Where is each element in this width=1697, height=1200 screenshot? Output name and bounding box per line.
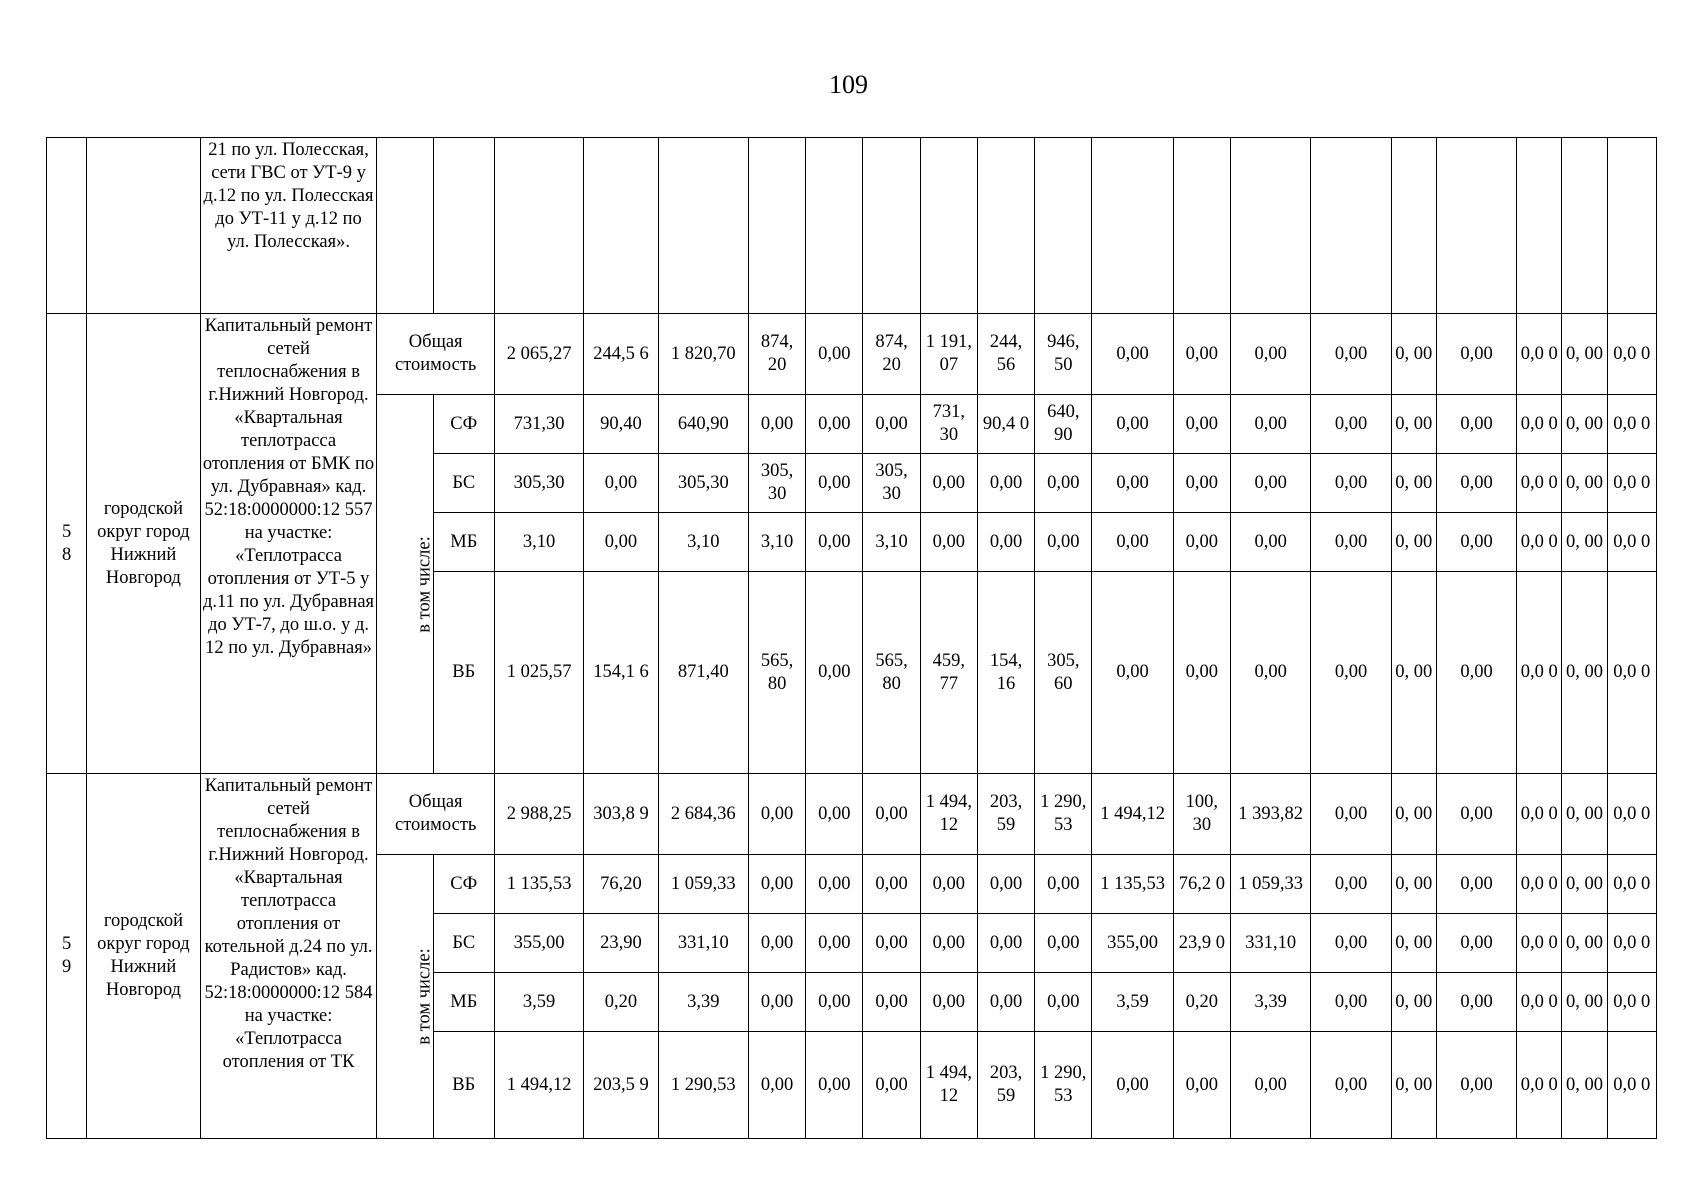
source-value: 0,00 (1230, 513, 1310, 572)
source-value: 0,00 (863, 973, 920, 1032)
total-value: 0,00 (1311, 774, 1391, 855)
source-value: 0,0 0 (1607, 914, 1656, 973)
cont-empty-cell (1436, 138, 1516, 314)
source-value: 0,00 (1311, 855, 1391, 914)
total-value: 0,00 (1436, 774, 1516, 855)
source-value: 0,00 (1092, 395, 1173, 454)
total-value: 0,0 0 (1517, 314, 1562, 395)
source-value: 0,00 (1035, 454, 1092, 513)
source-value: 0,00 (1035, 973, 1092, 1032)
total-value: 0, 00 (1391, 774, 1436, 855)
source-value: 23,90 (584, 914, 658, 973)
source-value: 459, 77 (920, 572, 977, 774)
row-number: 58 (47, 314, 87, 774)
source-value: 23,9 0 (1173, 914, 1230, 973)
source-value: 0,20 (584, 973, 658, 1032)
total-label: Общая стоимость (377, 314, 495, 395)
row-number: 59 (47, 774, 87, 1139)
source-value: 3,10 (494, 513, 583, 572)
source-value: 0,00 (920, 513, 977, 572)
source-value: 0,00 (863, 1032, 920, 1139)
source-value: 305,30 (658, 454, 748, 513)
source-value: 0,00 (977, 454, 1034, 513)
source-value: 355,00 (1092, 914, 1173, 973)
cont-empty-cell (1391, 138, 1436, 314)
source-value: 305, 60 (1035, 572, 1092, 774)
total-value: 0,00 (1311, 314, 1391, 395)
source-value: 0,00 (1230, 454, 1310, 513)
source-value: 0,00 (1311, 572, 1391, 774)
source-value: 0,20 (1173, 973, 1230, 1032)
source-value: 76,20 (584, 855, 658, 914)
source-value: 0,00 (920, 454, 977, 513)
source-value: 1 059,33 (1230, 855, 1310, 914)
source-label: МБ (433, 973, 494, 1032)
source-value: 154,1 6 (584, 572, 658, 774)
source-value: 0,00 (1173, 454, 1230, 513)
source-value: 0,00 (1436, 572, 1516, 774)
cont-empty-cell (1607, 138, 1656, 314)
source-value: 3,39 (1230, 973, 1310, 1032)
source-value: 0,00 (1311, 914, 1391, 973)
source-value: 0,00 (1436, 395, 1516, 454)
source-value: 0,00 (1092, 513, 1173, 572)
source-value: 0,00 (1173, 395, 1230, 454)
source-value: 0,00 (1436, 454, 1516, 513)
source-value: 305, 30 (749, 454, 806, 513)
source-value: 0,00 (977, 973, 1034, 1032)
source-value: 0, 00 (1391, 454, 1436, 513)
source-value: 0, 00 (1391, 855, 1436, 914)
source-value: 3,39 (658, 973, 748, 1032)
source-value: 0,0 0 (1517, 513, 1562, 572)
source-value: 731, 30 (920, 395, 977, 454)
source-value: 0,0 0 (1517, 572, 1562, 774)
total-value: 0,00 (1436, 314, 1516, 395)
total-row (47, 774, 1657, 855)
page-number: 109 (829, 70, 868, 99)
source-label: БС (433, 454, 494, 513)
source-value: 0,0 0 (1607, 973, 1656, 1032)
cont-empty-cell (977, 138, 1034, 314)
total-value: 0,0 0 (1607, 314, 1656, 395)
source-value: 0,0 0 (1517, 914, 1562, 973)
total-value: 0,00 (1173, 314, 1230, 395)
source-value: 0,00 (1311, 1032, 1391, 1139)
source-value: 0,00 (1092, 1032, 1173, 1139)
municipality-cell: городской округ город Нижний Новгород (87, 774, 200, 1139)
cont-empty-cell (584, 138, 658, 314)
total-value: 1 494, 12 (920, 774, 977, 855)
source-value: 0,00 (1035, 855, 1092, 914)
source-value: 0,00 (1035, 513, 1092, 572)
continuation-row (47, 138, 1657, 314)
source-value: 565, 80 (863, 572, 920, 774)
source-value: 0,00 (1173, 513, 1230, 572)
source-label: ВБ (433, 572, 494, 774)
source-value: 0, 00 (1391, 973, 1436, 1032)
source-value: 203, 59 (977, 1032, 1034, 1139)
source-value: 0,00 (584, 454, 658, 513)
source-value: 0,00 (806, 1032, 863, 1139)
source-value: 565, 80 (749, 572, 806, 774)
cont-empty-cell (806, 138, 863, 314)
total-value: 0,0 0 (1517, 774, 1562, 855)
source-value: 1 494, 12 (920, 1032, 977, 1139)
source-value: 1 290,53 (658, 1032, 748, 1139)
total-value: 2 065,27 (494, 314, 583, 395)
total-value: 2 988,25 (494, 774, 583, 855)
total-value: 203, 59 (977, 774, 1034, 855)
source-value: 1 059,33 (658, 855, 748, 914)
source-value: 90,40 (584, 395, 658, 454)
source-value: 0,0 0 (1607, 513, 1656, 572)
source-label: СФ (433, 855, 494, 914)
source-value: 0, 00 (1562, 914, 1607, 973)
source-value: 0, 00 (1562, 1032, 1607, 1139)
source-value: 0, 00 (1391, 395, 1436, 454)
total-value: 0,00 (806, 314, 863, 395)
total-value: 874, 20 (863, 314, 920, 395)
source-value: 0,00 (1035, 914, 1092, 973)
cont-empty-cell (920, 138, 977, 314)
object-description: Капитальный ремонт сетей теплоснабжения в г.Нижний Новгород. «Квартальная теплотрасса отопления от котельной д.24 по ул. Радистов» кад. 52:18:0000000:12 584 на участке: «Теплотрасса отопления от ТК (200, 774, 377, 1139)
total-label: Общая стоимость (377, 774, 495, 855)
source-value: 640,90 (658, 395, 748, 454)
source-value: 305,30 (494, 454, 583, 513)
total-value: 0,00 (1092, 314, 1173, 395)
source-value: 0,0 0 (1607, 454, 1656, 513)
including-label-cell (377, 395, 436, 774)
source-value: 0,00 (1173, 1032, 1230, 1139)
total-value: 874, 20 (749, 314, 806, 395)
source-value: 0,0 0 (1607, 855, 1656, 914)
source-value: 0,00 (1436, 513, 1516, 572)
source-value: 1 290, 53 (1035, 1032, 1092, 1139)
source-value: 203,5 9 (584, 1032, 658, 1139)
source-value: 305, 30 (863, 454, 920, 513)
cont-object-cell: 21 по ул. Полесская, сети ГВС от УТ-9 у д.12 по ул. Полесская до УТ-11 у д.12 по ул. Полесская». (200, 138, 377, 314)
total-value: 0, 00 (1391, 314, 1436, 395)
source-value: 3,10 (658, 513, 748, 572)
source-value: 0,00 (749, 855, 806, 914)
source-value: 0,00 (806, 454, 863, 513)
source-value: 0, 00 (1562, 513, 1607, 572)
source-value: 1 135,53 (494, 855, 583, 914)
source-label: СФ (433, 395, 494, 454)
source-value: 0,00 (749, 914, 806, 973)
including-label-cell (377, 855, 436, 1139)
source-value: 0,00 (920, 855, 977, 914)
cont-num-cell (47, 138, 87, 314)
source-value: 0,00 (977, 914, 1034, 973)
source-value: 0,00 (1092, 454, 1173, 513)
source-value: 0,00 (1436, 855, 1516, 914)
source-value: 0, 00 (1562, 395, 1607, 454)
source-label: МБ (433, 513, 494, 572)
total-value: 0, 00 (1562, 774, 1607, 855)
total-value: 1 290, 53 (1035, 774, 1092, 855)
source-value: 0,00 (749, 1032, 806, 1139)
cont-empty-cell (749, 138, 806, 314)
source-value: 3,10 (863, 513, 920, 572)
source-value: 640, 90 (1035, 395, 1092, 454)
municipality-cell: городской округ город Нижний Новгород (87, 314, 200, 774)
including-label: в том числе: (415, 535, 436, 633)
cont-empty-cell (494, 138, 583, 314)
source-value: 3,59 (494, 973, 583, 1032)
total-value: 1 494,12 (1092, 774, 1173, 855)
total-value: 0, 00 (1562, 314, 1607, 395)
source-value: 0,00 (920, 914, 977, 973)
source-value: 0,00 (806, 914, 863, 973)
total-value: 100, 30 (1173, 774, 1230, 855)
total-value: 0,00 (749, 774, 806, 855)
source-label: ВБ (433, 1032, 494, 1139)
source-value: 0,00 (920, 973, 977, 1032)
source-value: 355,00 (494, 914, 583, 973)
total-value: 244,5 6 (584, 314, 658, 395)
source-value: 0,00 (806, 395, 863, 454)
source-value: 871,40 (658, 572, 748, 774)
cont-empty-cell (1562, 138, 1607, 314)
total-value: 244, 56 (977, 314, 1034, 395)
cont-empty-cell (1092, 138, 1173, 314)
cont-empty-cell (658, 138, 748, 314)
cont-municipality-cell (87, 138, 200, 314)
source-value: 0,00 (749, 395, 806, 454)
cont-empty-cell (863, 138, 920, 314)
total-value: 1 393,82 (1230, 774, 1310, 855)
source-value: 0,00 (863, 395, 920, 454)
total-value: 0,00 (1230, 314, 1310, 395)
source-value: 1 135,53 (1092, 855, 1173, 914)
source-value: 0,00 (1311, 513, 1391, 572)
source-value: 0,00 (1311, 973, 1391, 1032)
cont-empty-cell (1517, 138, 1562, 314)
source-value: 0,00 (977, 513, 1034, 572)
source-value: 0,00 (1436, 1032, 1516, 1139)
source-value: 0,00 (806, 513, 863, 572)
source-value: 0,00 (863, 855, 920, 914)
source-value: 0,0 0 (1517, 855, 1562, 914)
source-value: 0, 00 (1562, 454, 1607, 513)
source-value: 0,0 0 (1607, 395, 1656, 454)
source-value: 0,00 (806, 973, 863, 1032)
total-value: 303,8 9 (584, 774, 658, 855)
total-value: 0,0 0 (1607, 774, 1656, 855)
source-value: 0,00 (863, 914, 920, 973)
source-value: 0,0 0 (1517, 973, 1562, 1032)
source-value: 154, 16 (977, 572, 1034, 774)
source-value: 0,00 (1230, 395, 1310, 454)
source-value: 1 494,12 (494, 1032, 583, 1139)
source-value: 331,10 (658, 914, 748, 973)
source-value: 0,0 0 (1517, 395, 1562, 454)
total-value: 1 191, 07 (920, 314, 977, 395)
source-value: 0,00 (1311, 395, 1391, 454)
source-value: 0,00 (806, 855, 863, 914)
source-value: 0, 00 (1391, 513, 1436, 572)
source-value: 90,4 0 (977, 395, 1034, 454)
source-value: 0,00 (977, 855, 1034, 914)
source-value: 0,00 (1092, 572, 1173, 774)
source-value: 0,00 (1230, 572, 1310, 774)
source-value: 1 025,57 (494, 572, 583, 774)
total-value: 946, 50 (1035, 314, 1092, 395)
cont-empty-cell (1035, 138, 1092, 314)
source-value: 0,00 (1311, 454, 1391, 513)
cont-empty-cell (1230, 138, 1310, 314)
source-value: 0,0 0 (1517, 1032, 1562, 1139)
cont-empty-cell (1311, 138, 1391, 314)
source-label: БС (433, 914, 494, 973)
cont-empty-cell (433, 138, 494, 314)
source-value: 331,10 (1230, 914, 1310, 973)
source-value: 0, 00 (1562, 572, 1607, 774)
source-value: 731,30 (494, 395, 583, 454)
source-value: 0, 00 (1391, 914, 1436, 973)
source-value: 0,00 (1436, 973, 1516, 1032)
source-value: 0, 00 (1391, 572, 1436, 774)
source-value: 0,00 (1230, 1032, 1310, 1139)
object-description: Капитальный ремонт сетей теплоснабжения в г.Нижний Новгород. «Квартальная теплотрасса отопления от БМК по ул. Дубравная» кад. 52:18:0000000:12 557 на участке: «Теплотрасса отопления от УТ-5 у д.11 по ул. Дубравная до УТ-7, до ш.о. у д. 12 по ул. Дубравная» (200, 314, 377, 774)
source-value: 0,00 (1436, 914, 1516, 973)
total-row (47, 314, 1657, 395)
cont-empty-cell (377, 138, 433, 314)
source-value: 3,10 (749, 513, 806, 572)
source-value: 0,00 (806, 572, 863, 774)
total-value: 0,00 (806, 774, 863, 855)
source-value: 0, 00 (1562, 973, 1607, 1032)
cont-empty-cell (1173, 138, 1230, 314)
source-value: 0,0 0 (1607, 572, 1656, 774)
total-value: 1 820,70 (658, 314, 748, 395)
source-value: 0, 00 (1562, 855, 1607, 914)
total-value: 2 684,36 (658, 774, 748, 855)
source-value: 0,00 (1173, 572, 1230, 774)
source-value: 0,0 0 (1607, 1032, 1656, 1139)
source-value: 76,2 0 (1173, 855, 1230, 914)
source-value: 0,00 (584, 513, 658, 572)
source-value: 0, 00 (1391, 1032, 1436, 1139)
total-value: 0,00 (863, 774, 920, 855)
source-value: 0,00 (749, 973, 806, 1032)
source-value: 0,0 0 (1517, 454, 1562, 513)
source-value: 3,59 (1092, 973, 1173, 1032)
including-label: в том числе: (415, 948, 436, 1045)
financing-table (46, 137, 1657, 1139)
